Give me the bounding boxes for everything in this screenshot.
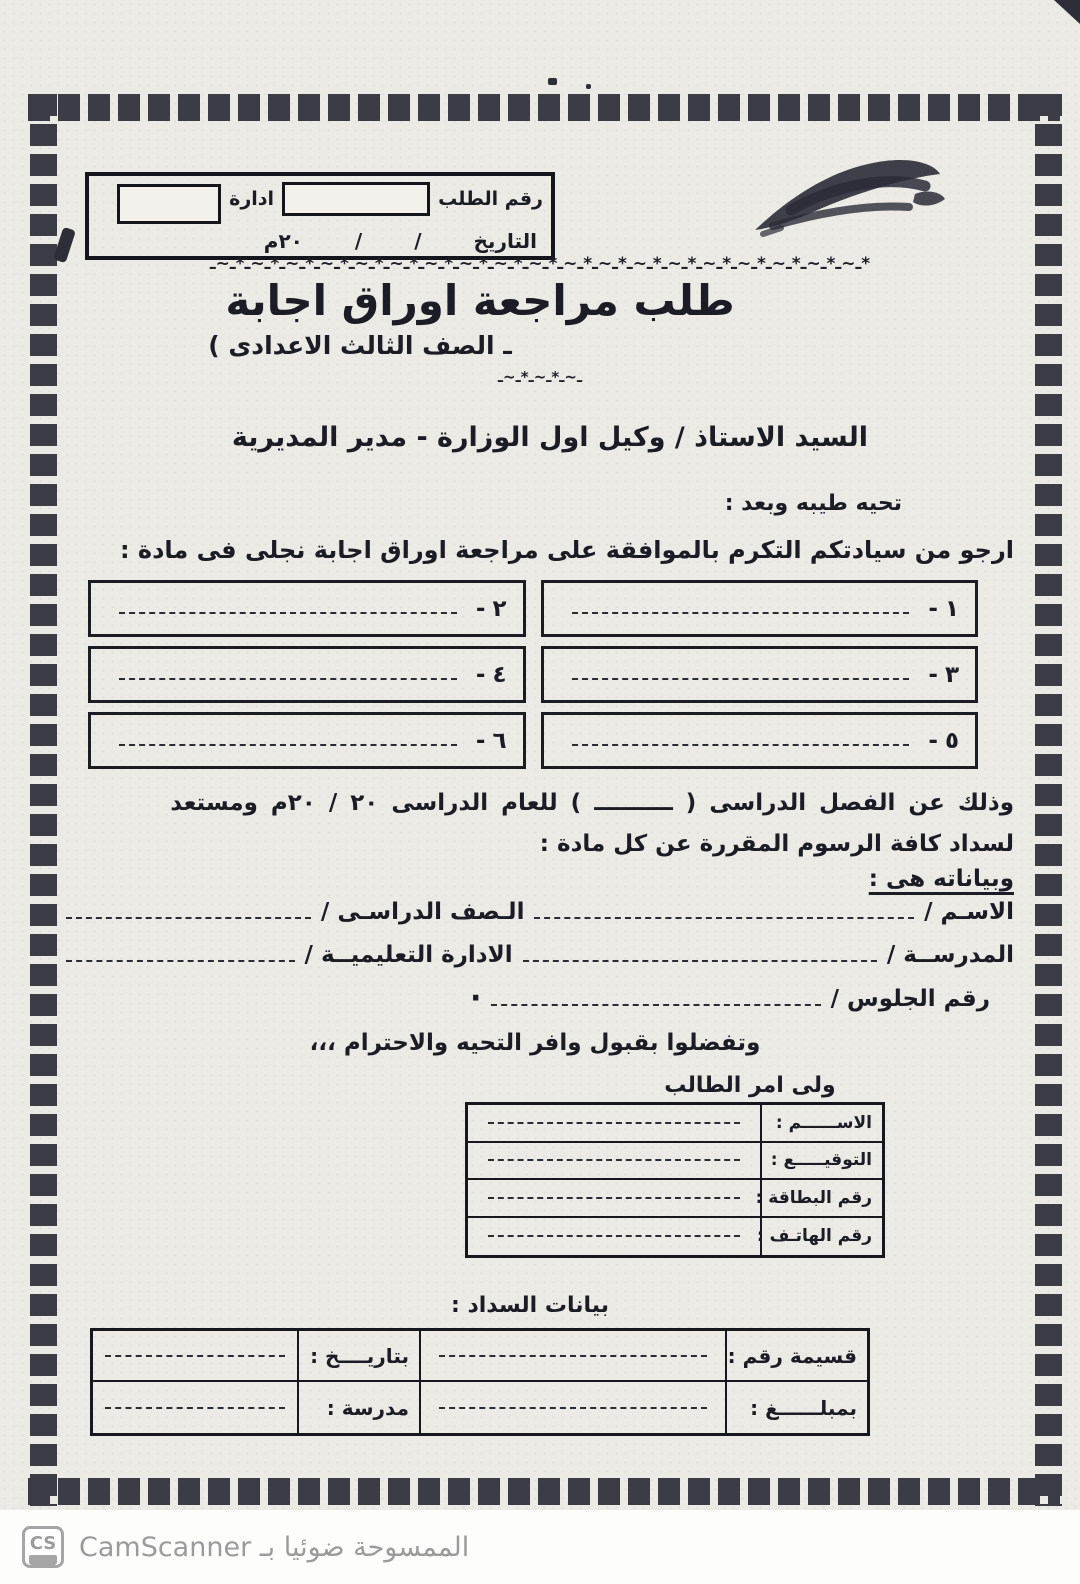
- subject-number: ٣: [944, 661, 959, 688]
- payment-table: [90, 1328, 870, 1436]
- name-grade-row: [66, 899, 1014, 925]
- school-label: المدرســة /: [886, 942, 1014, 968]
- subject-box-2: [88, 580, 526, 637]
- guardian-id-label: رقم البطاقة :: [760, 1180, 882, 1218]
- decorative-border-bottom: [28, 1478, 1060, 1505]
- name-label: الاسـم /: [924, 899, 1014, 925]
- grade-label: الـصف الدراسـى /: [320, 899, 525, 925]
- subject-boxes-grid: [88, 580, 978, 769]
- name-fill-line: [534, 917, 914, 919]
- camscanner-logo-tab: [29, 1555, 57, 1565]
- subject-fill-line: [119, 678, 457, 680]
- seat-number-label: رقم الجلوس /: [830, 986, 990, 1012]
- request-number-field: [282, 182, 430, 216]
- subject-fill-line: [572, 744, 910, 746]
- scan-corner-artifact: [1054, 0, 1080, 24]
- school-name-fill: [93, 1382, 297, 1433]
- edu-admin-label: الادارة التعليميــة /: [304, 942, 513, 968]
- fill-line: [439, 1407, 707, 1409]
- term-line: وذلك عن الفصل الدراسى ( ــــــــــ ) للعام الدراسى ٢٠ / ٢٠م ومستعد: [170, 790, 1014, 816]
- school-name-label: مدرسة :: [297, 1382, 419, 1433]
- seat-number-fill-line: [491, 1004, 820, 1006]
- details-heading: وبياناته هى :: [868, 866, 1014, 892]
- scan-speckle: [586, 84, 591, 89]
- subject-number-dash: -: [475, 727, 486, 754]
- subject-fill-line: [572, 678, 910, 680]
- subject-box-6: [88, 712, 526, 769]
- header-box: [85, 172, 555, 260]
- subject-number: ٤: [492, 661, 507, 688]
- grade-fill-line: [66, 917, 311, 919]
- subject-number: ٦: [492, 727, 507, 754]
- subject-number: ١: [944, 595, 959, 622]
- fill-line: [439, 1355, 707, 1357]
- guardian-id-fill: [468, 1180, 760, 1218]
- subject-number-dash: -: [928, 661, 938, 688]
- payment-section-heading: بيانات السداد :: [451, 1293, 609, 1318]
- fill-line: [488, 1159, 739, 1161]
- subject-fill-line: [119, 612, 457, 614]
- wavy-separator-small: ـ~ـ*ـ~ـ*ـ~ـ: [497, 368, 583, 386]
- wavy-separator: ـ~ـ*ـ~ـ*ـ~ـ*ـ~ـ*ـ~ـ*ـ~ـ*ـ~ـ*ـ~ـ*ـ~ـ*ـ~ـ*ـ~ـ*ـ~ـ*ـ~ـ*ـ~ـ*ـ~ـ*ـ~ـ*ـ~ـ*ـ~ـ*ـ~ـ*: [209, 254, 871, 274]
- handwritten-scribble-stamp: [733, 134, 961, 254]
- subject-box-1: [541, 580, 979, 637]
- addressee-line: السيد الاستاذ / وكيل اول الوزارة - مدير المديرية: [231, 422, 868, 453]
- fill-line: [488, 1122, 739, 1124]
- grade-subtitle: ـ الصف الثالث الاعدادى ): [208, 331, 512, 360]
- subject-number: ٥: [944, 727, 959, 754]
- fill-line: [488, 1197, 739, 1199]
- school-admin-row: [66, 942, 1014, 968]
- page-title: طلب مراجعة اوراق اجابة: [225, 276, 735, 325]
- guardian-phone-fill: [468, 1218, 760, 1256]
- administration-label: ادارة: [229, 188, 275, 210]
- subject-fill-line: [572, 612, 910, 614]
- subject-number-dash: -: [475, 661, 486, 688]
- request-line: ارجو من سيادتكم التكرم بالموافقة على مراجعة اوراق اجابة نجلى فى مادة :: [119, 536, 1014, 564]
- guardian-name-fill: [468, 1105, 760, 1143]
- guardian-section-heading: ولى امر الطالب: [664, 1073, 836, 1098]
- subject-number-dash: -: [475, 595, 486, 622]
- fill-line: [488, 1235, 739, 1237]
- guardian-signature-fill: [468, 1143, 760, 1181]
- camscanner-logo-icon: [22, 1526, 64, 1568]
- date-year-suffix: ٢٠م: [263, 229, 303, 253]
- guardian-name-label: الاســــــم :: [760, 1105, 882, 1143]
- fill-line: [105, 1355, 285, 1357]
- voucher-number-fill: [419, 1331, 725, 1382]
- voucher-number-label: قسيمة رقم :: [725, 1331, 867, 1382]
- request-number-label: رقم الطلب: [438, 188, 543, 210]
- subject-box-4: [88, 646, 526, 703]
- subject-number-dash: -: [928, 727, 938, 754]
- guardian-signature-label: التوقيـــــع :: [760, 1143, 882, 1181]
- subject-fill-line: [119, 744, 457, 746]
- seat-number-row: [470, 981, 990, 1016]
- date-slash: /: [354, 229, 363, 253]
- subject-box-3: [541, 646, 979, 703]
- edu-admin-fill-line: [66, 960, 295, 962]
- school-fill-line: [523, 960, 877, 962]
- decorative-border-top: [28, 94, 1060, 121]
- amount-fill: [419, 1382, 725, 1433]
- scan-speckle: [548, 78, 557, 85]
- camscanner-logo-text: CS: [29, 1532, 57, 1554]
- subject-box-5: [541, 712, 979, 769]
- decorative-border-right: [1035, 94, 1062, 1506]
- salutation-line: تحيه طيبه وبعد :: [724, 491, 902, 516]
- closing-line: وتفضلوا بقبول وافر التحيه والاحترام ،،،: [309, 1030, 761, 1056]
- camscanner-footer: [0, 1510, 1080, 1584]
- fees-line: لسداد كافة الرسوم المقررة عن كل مادة :: [539, 831, 1014, 857]
- amount-label: بمبلــــــغ :: [725, 1382, 867, 1433]
- administration-field: [117, 184, 221, 224]
- guardian-table: [465, 1102, 885, 1258]
- payment-date-fill: [93, 1331, 297, 1382]
- guardian-phone-label: رقم الهاتـف :: [760, 1218, 882, 1256]
- date-label: التاريخ: [473, 229, 537, 253]
- payment-date-label: بتاريــــخ :: [297, 1331, 419, 1382]
- fill-line: [105, 1407, 285, 1409]
- scanned-by-text: الممسوحة ضوئيا بـ CamScanner: [79, 1531, 470, 1563]
- seat-number-dot: ·: [470, 981, 482, 1016]
- date-slash: /: [414, 229, 422, 253]
- subject-number: ٢: [492, 595, 507, 622]
- subject-number-dash: -: [928, 595, 938, 622]
